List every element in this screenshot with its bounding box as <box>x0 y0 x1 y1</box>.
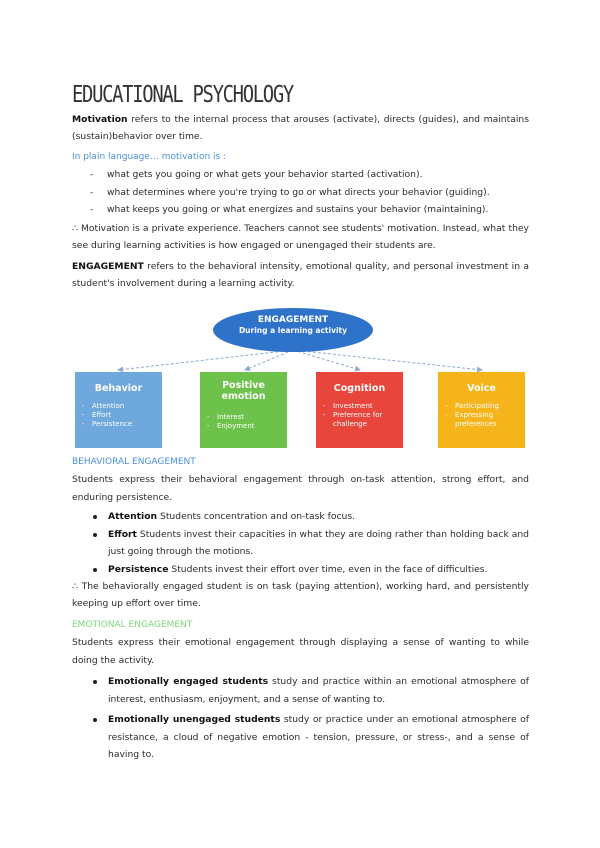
engagement-node-subtitle: During a learning activity <box>238 326 348 336</box>
item-term: Persistence <box>108 563 169 575</box>
emotional-heading: EMOTIONAL ENGAGEMENT <box>72 620 193 630</box>
positive-emotion-box <box>200 372 287 448</box>
item-term: Effort <box>108 528 137 540</box>
box-item: - Participating <box>445 402 518 411</box>
box-title: Cognition <box>333 383 386 394</box>
engagement-term: ENGAGEMENT <box>72 261 144 272</box>
engagement-node <box>213 308 373 352</box>
list-item <box>92 711 529 763</box>
item-text: study and practice within an emotional atmosphere of interest, enthusiasm, enjoyment, and a sense of wanting to. <box>108 676 529 705</box>
arrow-positive-emotion <box>245 350 293 370</box>
motivation-term: Motivation <box>72 114 128 125</box>
box-item: - Investment <box>323 402 396 411</box>
box-item: - Attention <box>82 402 155 411</box>
item-text: study or practice under an emotional atmosphere of resistance, a cloud of negative emotion - tension, pressure, or stress-, and a sense of having to. <box>108 714 529 760</box>
item-text: Students concentration and on-task focus. <box>157 511 356 523</box>
cognition-box <box>316 372 403 448</box>
list-item <box>92 508 529 525</box>
arrow-voice <box>293 350 482 370</box>
box-item: - Expressing preferences <box>445 411 518 429</box>
box-title: Behavior <box>94 383 143 394</box>
engagement-diagram <box>70 300 530 450</box>
arrow-cognition <box>293 350 360 370</box>
box-item: - Effort <box>82 411 155 420</box>
box-title: Voice <box>467 383 496 394</box>
behavioral-heading: BEHAVIORAL ENGAGEMENT <box>72 457 196 467</box>
item-text: Students invest their effort over time, even in the face of difficulties. <box>168 563 488 575</box>
item-term: Emotionally unengaged students <box>108 714 281 726</box>
list-item <box>92 673 529 708</box>
emotional-intro: Students express their emotional engagement through displaying a sense of wanting to while doing the activity. <box>72 637 529 666</box>
engagement-definition <box>72 258 529 293</box>
private-experience-paragraph: ∴ Motivation is a private experience. Teachers cannot see students' motivation. Instead, what they see during learning activities is how engaged or unengaged their students are. <box>72 223 529 252</box>
behavioral-intro: Students express their behavioral engagement through on-task attention, strong effort, and enduring persistence. <box>72 474 529 503</box>
list-item <box>92 526 529 561</box>
list-item <box>92 561 529 578</box>
behavioral-summary: ∴ The behaviorally engaged student is on task (paying attention), working hard, and persistently keeping up effort over time. <box>72 581 529 610</box>
box-item: - Preference for challenge <box>323 411 396 429</box>
arrow-behavior <box>118 350 293 370</box>
behavior-box <box>75 372 162 448</box>
engagement-node-title: ENGAGEMENT <box>257 315 329 325</box>
box-item: - Interest <box>207 413 280 422</box>
behavioral-engagement-section <box>72 454 529 613</box>
item-term: Attention <box>108 511 158 523</box>
engagement-text: refers to the behavioral intensity, emotional quality, and personal investment in a student's involvement during a learning activity. <box>72 261 529 290</box>
behavioral-list <box>92 508 529 578</box>
list-item: - what keeps you going or what energizes and sustains your behavior (maintaining). <box>90 201 529 218</box>
page-title: EDUCATIONAL PSYCHOLOGY <box>72 82 293 108</box>
plain-language-heading: In plain language… motivation is : <box>72 152 227 162</box>
box-item: - Persistence <box>82 420 155 429</box>
voice-box <box>438 372 525 448</box>
plain-language-list <box>90 166 529 218</box>
emotional-list <box>92 673 529 763</box>
motivation-definition <box>72 111 529 146</box>
box-item: - Enjoyment <box>207 422 280 431</box>
item-term: Emotionally engaged students <box>108 676 269 688</box>
motivation-text: refers to the internal process that arouses (activate), directs (guides), and maintains (sustain)behavior over time. <box>72 114 529 143</box>
box-title: Positive emotion <box>221 380 266 403</box>
item-text: Students invest their capacities in what they are doing rather than holding back and just going through the motions. <box>108 528 529 558</box>
list-item: - what determines where you're trying to go or what directs your behavior (guiding). <box>90 184 529 201</box>
list-item: - what gets you going or what gets your behavior started (activation). <box>90 166 529 183</box>
emotional-engagement-section <box>72 617 529 763</box>
plain-language-section <box>72 149 529 219</box>
